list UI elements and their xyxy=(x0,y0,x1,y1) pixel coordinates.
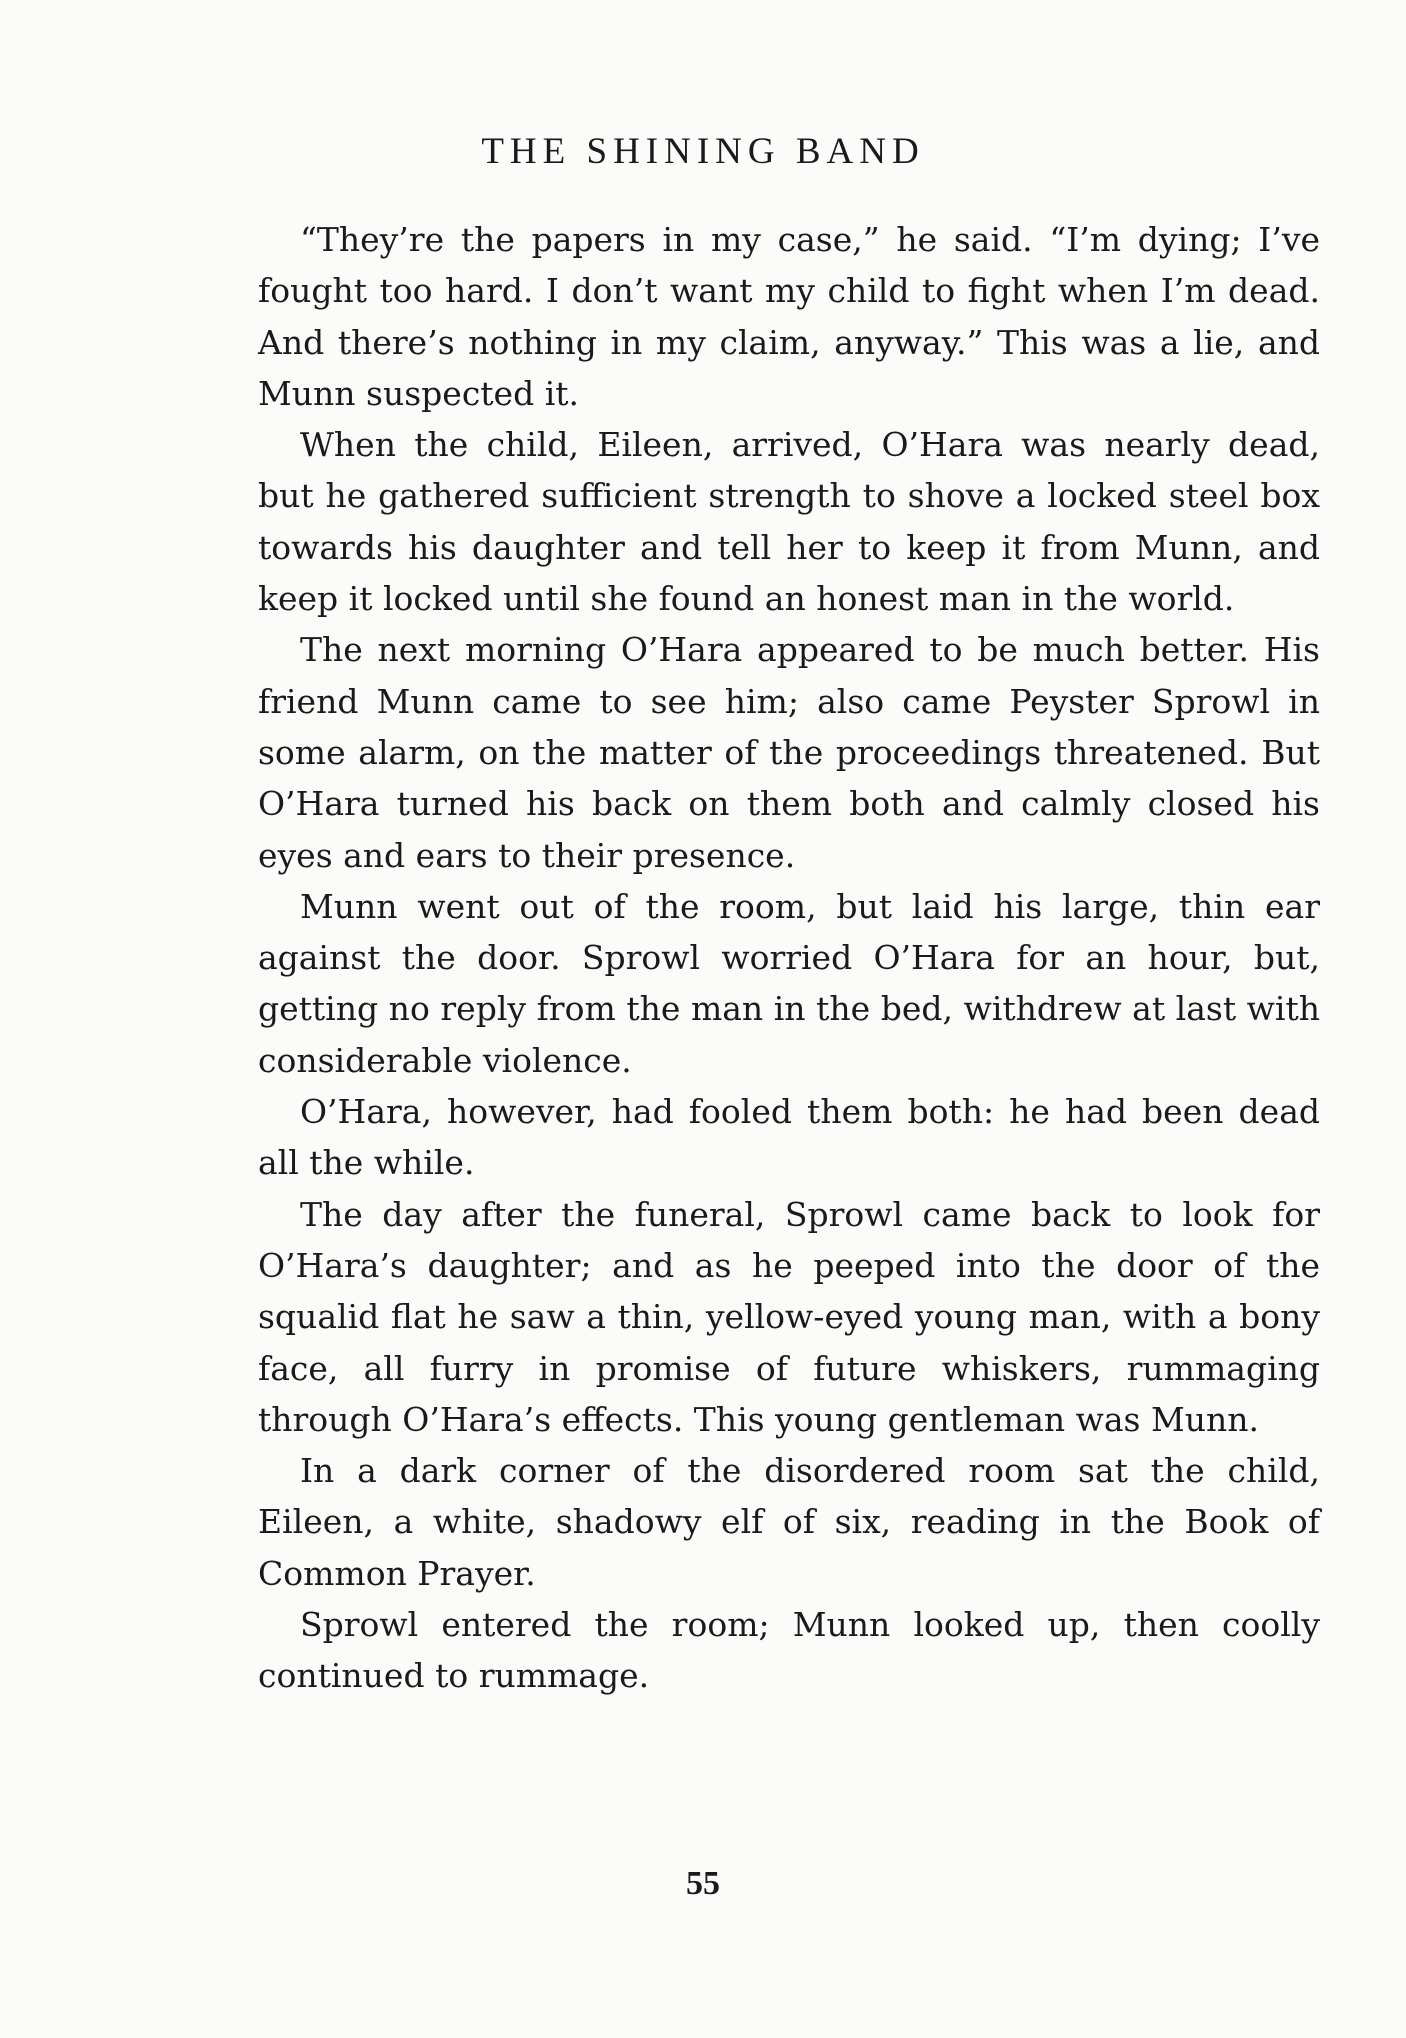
paragraph: When the child, Eileen, arrived, O’Hara was nearly dead, but he gathered sufficient strength to shove a locked steel box towards his daughter and tell her to keep it from Munn, and keep it locked until she found an honest man in the world. xyxy=(258,425,1320,619)
body-text xyxy=(258,214,1320,1702)
paragraph: O’Hara, however, had fooled them both: he had been dead all the while. xyxy=(258,1092,1320,1183)
paragraph: Munn went out of the room, but laid his large, thin ear against the door. Sprowl worried O’Hara for an hour, but, getting no reply from the man in the bed, withdrew at last with considerable violence. xyxy=(258,886,1320,1080)
page-number: 55 xyxy=(686,1865,720,1902)
paragraph: Sprowl entered the room; Munn looked up, then coolly continued to rummage. xyxy=(258,1605,1320,1696)
paragraph: In a dark corner of the disordered room sat the child, Eileen, a white, shadowy elf of six, reading in the Book of Common Prayer. xyxy=(258,1451,1320,1593)
paragraph: “They’re the papers in my case,” he said. “I’m dying; I’ve fought too hard. I don’t want my child to fight when I’m dead. And there’s nothing in my claim, anyway.” This was a lie, and Munn suspected it. xyxy=(258,220,1320,413)
running-head: THE SHINING BAND xyxy=(481,131,925,172)
paragraph: The next morning O’Hara appeared to be much better. His friend Munn came to see him; also came Peyster Sprowl in some alarm, on the matter of the proceedings threatened. But O’Hara turned his back on them both and calmly closed his eyes and ears to their presence. xyxy=(258,630,1320,875)
paragraph: The day after the funeral, Sprowl came back to look for O’Hara’s daughter; and as he peeped into the door of the squalid flat he saw a thin, yellow-eyed young man, with a bony face, all furry in promise of future whiskers, rummaging through O’Hara’s effects. This young gentleman was Munn. xyxy=(258,1194,1320,1439)
